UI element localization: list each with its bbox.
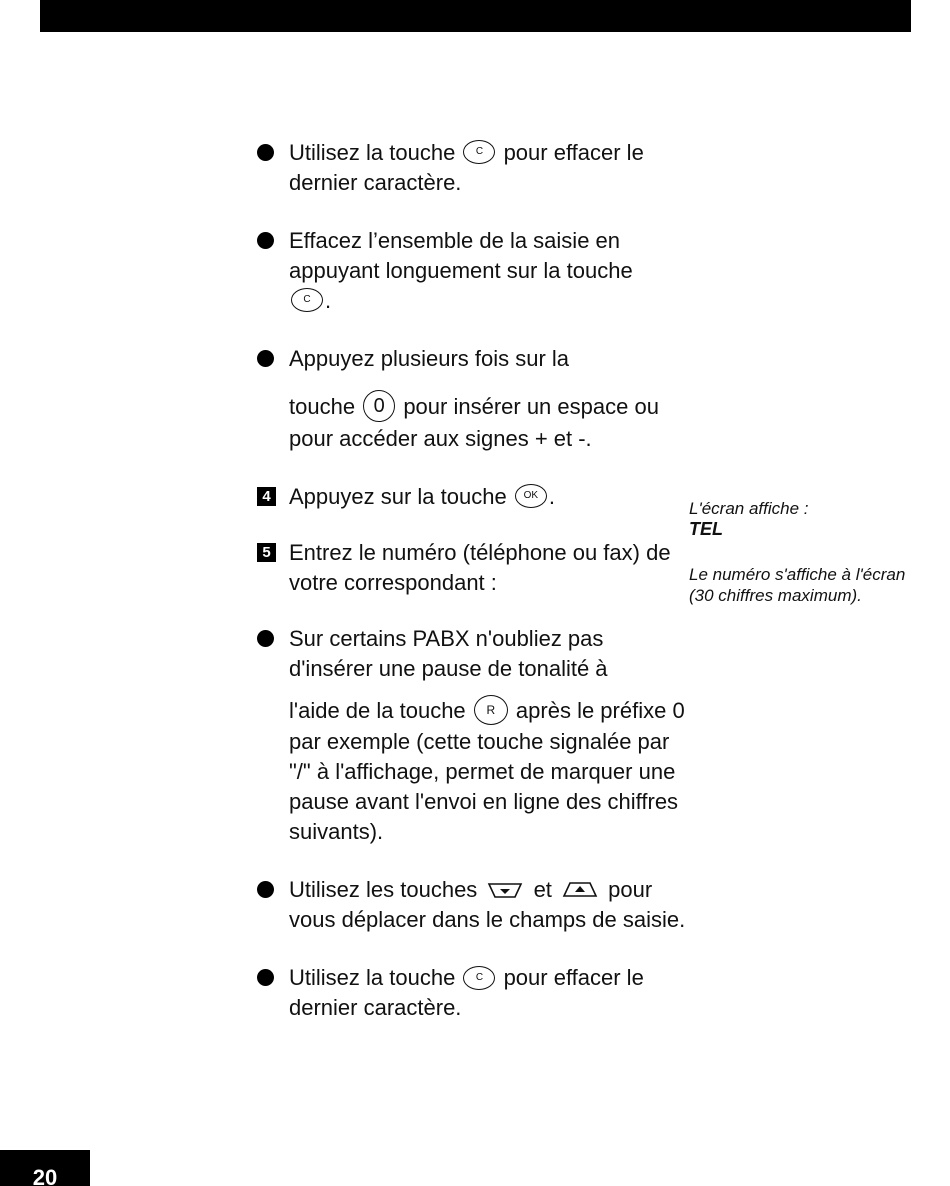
note-text: L'écran affiche : (689, 499, 809, 518)
step-number: 5 (257, 543, 276, 562)
zero-key-icon: 0 (363, 390, 395, 422)
item-text: l'aide de la touche (289, 698, 466, 724)
bullet-icon (257, 881, 274, 898)
item-text: Appuyez sur la touche (289, 484, 507, 510)
note-text: Le numéro s'affiche à l'écran (30 chiffres maximum). (689, 565, 906, 605)
item-text: pour vous déplacer dans le champs de saisie. (289, 877, 686, 933)
up-arrow-key-icon (560, 880, 600, 900)
r-key-icon: R (474, 695, 508, 725)
list-item (257, 963, 687, 1023)
item-text: après le préfixe 0 par exemple (cette touche signalée par "/" à l'affichage, permet de marquer une pause avant l'envoi en ligne des chiffres suivants). (289, 698, 685, 845)
item-text: pour effacer le dernier caractère. (289, 965, 644, 1021)
list-item (257, 344, 687, 454)
c-key-icon: C (291, 288, 323, 312)
list-item (257, 138, 687, 198)
step-item (257, 538, 687, 598)
bullet-icon (257, 969, 274, 986)
side-note (689, 498, 909, 540)
item-text: touche (289, 394, 356, 419)
item-text: Utilisez la touche (289, 140, 456, 165)
item-text: et (533, 877, 552, 903)
side-note (689, 564, 909, 606)
instruction-column (257, 138, 687, 1051)
note-text: TEL (689, 519, 723, 539)
item-text: pour effacer le dernier caractère. (289, 140, 644, 195)
item-text: Appuyez plusieurs fois sur la (289, 346, 570, 371)
ok-key-icon: OK (515, 484, 547, 508)
item-text: . (548, 484, 555, 510)
item-text: pour insérer un espace ou pour accéder aux signes + et -. (289, 394, 659, 452)
item-text: . (325, 288, 332, 313)
c-key-icon: C (463, 966, 495, 990)
bullet-icon (257, 630, 274, 647)
item-text: Sur certains PABX n'oubliez pas d'insérer une pause de tonalité à (289, 626, 608, 682)
step-item (257, 482, 687, 512)
header-bar (40, 0, 911, 32)
list-item (257, 226, 687, 316)
step-number: 4 (257, 487, 276, 506)
item-text: Effacez l’ensemble de la saisie en appuyant longuement sur la touche (289, 228, 633, 283)
bullet-icon (257, 232, 274, 249)
page-number: 20 (0, 1150, 90, 1186)
item-text: Utilisez les touches (289, 877, 478, 903)
item-text: Utilisez la touche (289, 965, 456, 991)
item-text: Entrez le numéro (téléphone ou fax) de votre correspondant : (289, 540, 671, 596)
list-item (257, 624, 687, 847)
bullet-icon (257, 350, 274, 367)
list-item (257, 875, 687, 935)
c-key-icon: C (463, 140, 495, 164)
down-arrow-key-icon (485, 880, 525, 900)
bullet-icon (257, 144, 274, 161)
